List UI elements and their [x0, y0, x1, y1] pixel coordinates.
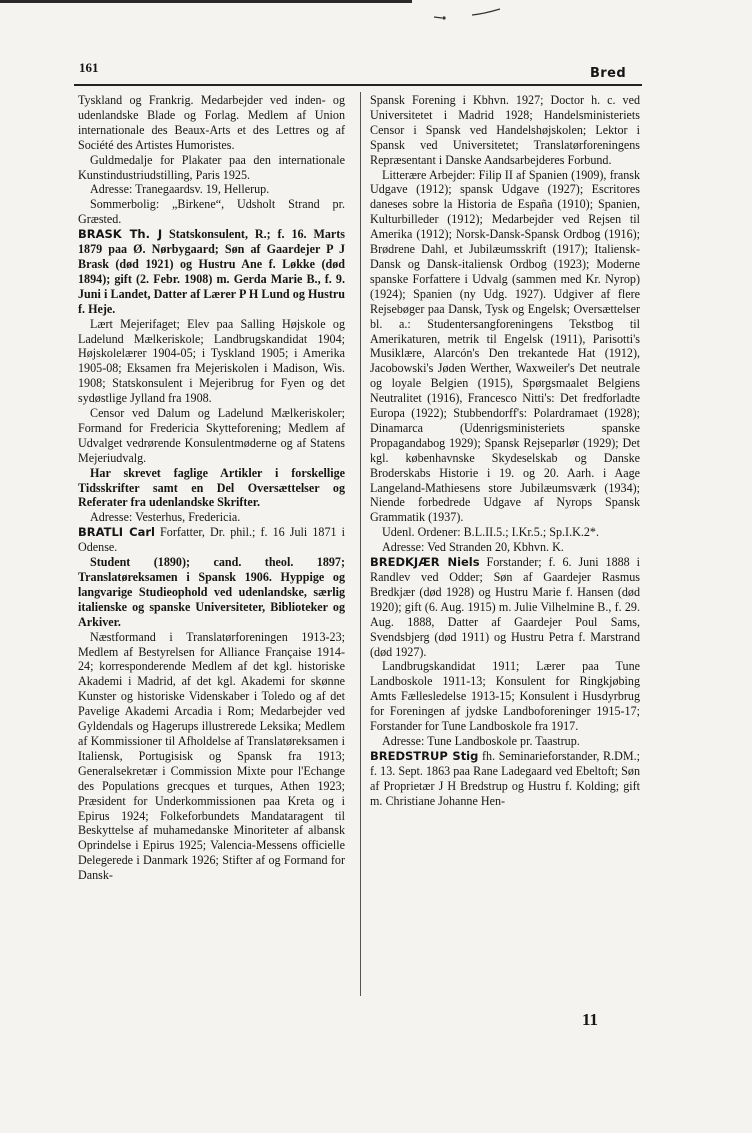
right-column	[370, 93, 640, 809]
page-number: 161	[79, 60, 99, 75]
entry-award: Guldmedalje for Plakater paa den internationale Kunstindustriudstilling, Paris 1925.	[78, 152, 345, 182]
sheet-signature: 11	[582, 1010, 599, 1029]
entry-brask-bio: Statskonsulent, R.; f. 16. Marts 1879 paa Ø. Nørbygaard; Søn af Gaardejer P J Brask (død 1921) og Hustru Ane f. Løkke (død 1894); gift (2. Febr. 1908) m. Gerda Marie B., f. 9. Juni i Landet, Datter af Lærer P H Lund og Hustru f. Heje.	[78, 227, 346, 316]
entry-bratli-offices: Næstformand i Translatørforeningen 1913-23; Medlem af Bestyrelsen for Alliance Française 1914-24; korresponderende Medlem af det kgl. historiske Akademi i Madrid, af det kgl. Akademi for skønne Kunster og historiske Videnskaber i Toledo og af det Pavelige Akademi Arcadia i Rom; Medarbejder ved Gyldendals og Hagerups illustrerede Leksika; Medlem af Kommissioner til Afholdelse af Translatøreksamen i Italiensk, Portugisisk og Spansk fra 1913; Generalsekretær i Commission Mixte pour l'Echange des Populations grecques et turques, Athen 1923; Præsident for Underkommissionen paa Kreta og i Epirus 1924; Folkeforbundets Mandataragent til Beskyttelse af muhamedanske Minoriteter af albansk Oprindelse i Epirus 1925; Valencia-Messens officielle Delegerede i Danmark 1926; Stifter af og Formand for Dansk-	[78, 629, 345, 883]
entry-bratli-orders: Udenl. Ordener: B.L.II.5.; I.Kr.5.; Sp.I.K.2*.	[382, 525, 599, 540]
entry-bredstrup-bio: fh. Seminarieforstander, R.DM.; f. 13. Sept. 1863 paa Rane Ladegaard ved Ebeltoft; Søn af Proprietær J H Bredstrup og Hustru f. Kolding; gift m. Christiane Johanne Hen-	[370, 748, 640, 808]
entry-brask-address: Adresse: Vesterhus, Fredericia.	[90, 510, 241, 525]
entry-brask-offices: Censor ved Dalum og Ladelund Mælkeriskoler; Formand for Fredericia Skytteforening; Medlem af Udvalget vedrørende Konsulentmøderne og af Statens Mejeriudvalg.	[78, 406, 345, 465]
entry-brask	[78, 227, 345, 316]
entry-bredkjaer	[370, 555, 640, 659]
headword-bredstrup: BREDSTRUP Stig	[370, 748, 479, 763]
entry-bratli-address: Adresse: Ved Stranden 20, Kbhvn. K.	[382, 540, 564, 555]
header-rule	[74, 84, 642, 86]
entry-bredkjaer-career: Landbrugskandidat 1911; Lærer paa Tune Landboskole 1911-13; Konsulent for Ringkjøbing Amts Fællesledelse 1913-15; Konsulent i Husdyrbrug for Foreningen af jydske Landboforeninger 1915-17; Forstander for Tune Landboskole fra 1917.	[370, 659, 640, 734]
headword-brask: BRASK Th. J	[78, 227, 163, 242]
entry-summer-residence: Sommerbolig: „Birkene“, Udsholt Strand pr. Græsted.	[78, 197, 345, 227]
running-head: Bred	[590, 66, 627, 81]
entry-bratli-works: Litterære Arbejder: Filip II af Spanien (1909), fransk Udgave (1912); spansk Udgave (1927); Escritores daneses sobre la Historia de España (1910); Spanien, Kulturbilleder (1912); Medarbejder ved Rejsen til Amerika (1912); Norsk-Dansk-Spansk Ordbog (1916); Brødrene Dahl, et Jubilæumsskrift (1917); Italiensk-Dansk og Dansk-italiensk Ordbog (1923); Moderne spanske Forfattere i Udvalg (sammen med Kr. Nyrop) (1924); Spanien (ny Udg. 1927). Udgiver af flere Rejsebøger paa Dansk, Tysk og Engelsk; Oversættelser bl. a.: Studentersangforeningens Tekstbog til Amerikaturen, metrik til Engelsk (1911), Parisotti's Musiklære, Alarcón's Den trekantede Hat (1912), Jacobowski's Jøden Werther, Waxweiler's Det neutrale og loyale Belgien (1915), Spørgsmaalet Belgiens Neutralitet (1916), Francesco Nitti's: Det fredforladte Europa (1922); Stubbendorff's: Polardramaet (1928); Dinamarca (Udenrigsministeriets spanske Propagandabog 1929); Spansk Rejseparlør (1929); Det kgl. københavnske Skydeselskab og Danske Broderskabs Historie i 19. og 20. Aarh. i Aage Langeland-Mathiesens store Jubilæumsværk (1934); Niende forbedrede Udgave af Nyrops Spansk Grammatik (1937).	[370, 167, 640, 525]
scan-mark-icon	[432, 8, 502, 22]
top-edge-rule	[0, 0, 412, 3]
entry-continuation: Tyskland og Frankrig. Medarbejder ved inden- og udenlandske Blade og Forlag. Medlem af Union internationale des Beaux-Arts et des Lettres og af Société des Artistes Humoristes.	[78, 93, 345, 152]
entry-bredkjaer-bio: Forstander; f. 6. Juni 1888 i Randlev ved Odder; Søn af Gaardejer Rasmus Bredkjær (død 1928) og Hustru Marie f. Hansen (død 1920); gift (6. Aug. 1915) m. Julie Vilhelmine B., f. 29. Aug. 1888, Datter af Gaardejer Poul Sams, Svendsbjerg (død 1911) og Hustru Petra f. Marstrand (død 1927).	[370, 555, 640, 659]
entry-brask-writings: Har skrevet faglige Artikler i forskellige Tidsskrifter samt en Del Oversættelser og Referater fra udenlandske Skrifter.	[78, 465, 345, 510]
entry-bratli-bio: Forfatter, Dr. phil.; f. 16 Juli 1871 i Odense.	[78, 525, 345, 555]
entry-bratli-education: Student (1890); cand. theol. 1897; Translatøreksamen i Spansk 1906. Hyppige og langvarige Studieophold ved udenlandske, særlig italienske og spanske Universiteter, Biblioteker og Arkiver.	[78, 555, 345, 629]
left-column	[78, 93, 345, 883]
entry-address: Adresse: Tranegaardsv. 19, Hellerup.	[90, 182, 270, 197]
entry-bratli-offices-cont: Spansk Forening i Kbhvn. 1927; Doctor h. c. ved Universitetet i Madrid 1928; Handelsministeriets Censor i Spansk ved Handelshøjskolen; Lektor i Spansk ved Universitetet; Translatørforeningens Repræsentant i Danske Aandsarbejderes Forbund.	[370, 93, 640, 167]
entry-bratli	[78, 525, 345, 555]
entry-bredkjaer-address: Adresse: Tune Landboskole pr. Taastrup.	[382, 733, 580, 748]
headword-bredkjaer: BREDKJÆR Niels	[370, 555, 480, 570]
entry-bredstrup	[370, 749, 640, 809]
entry-brask-career: Lært Mejerifaget; Elev paa Salling Højskole og Ladelund Mælkeriskole; Landbrugskandidat 1904; Højskolelærer 1904-05; i Tyskland 1905; i Amerika 1905-08; Eksamen fra Mejeriskolen i Madison, Wis. 1908; Statskonsulent i Mejeribrug for Fyen og det sydøstlige Jylland fra 1908.	[78, 316, 345, 406]
column-divider	[360, 92, 361, 996]
headword-bratli: BRATLI Carl	[78, 525, 155, 540]
